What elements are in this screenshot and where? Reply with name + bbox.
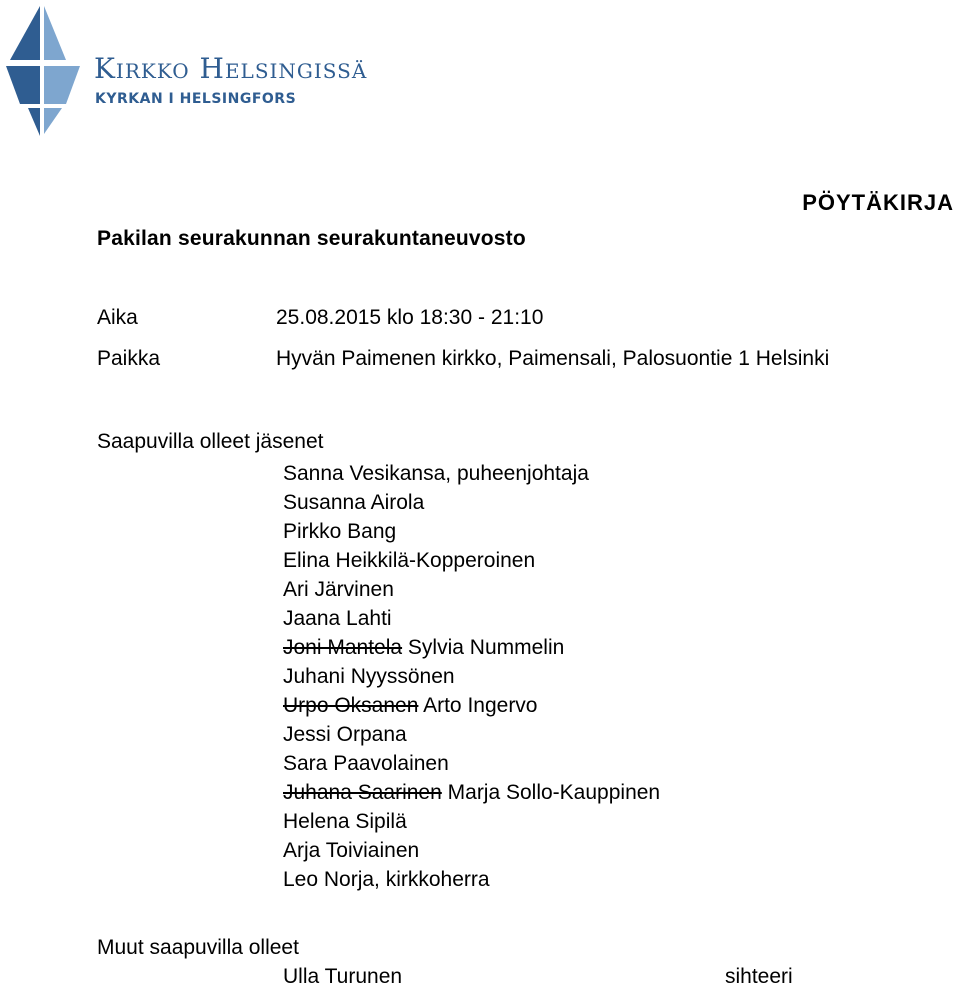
member-item-substituted — [283, 691, 660, 720]
member-item: Ari Järvinen — [283, 578, 394, 601]
time-value: 25.08.2015 klo 18:30 - 21:10 — [276, 306, 544, 329]
other-attendee-role: sihteeri — [725, 965, 793, 988]
member-item: Helena Sipilä — [283, 810, 407, 833]
members-heading: Saapuvilla olleet jäsenet — [97, 430, 324, 453]
church-cross-logo-icon — [6, 4, 82, 136]
member-item: Elina Heikkilä-Kopperoinen — [283, 549, 536, 572]
member-item-substituted — [283, 778, 660, 807]
logo-subtitle: KYRKAN I HELSINGFORS — [95, 91, 297, 107]
member-item: Pirkko Bang — [283, 520, 397, 543]
substitute-name: Sylvia Nummelin — [407, 636, 565, 659]
member-item: Leo Norja, kirkkoherra — [283, 868, 490, 891]
member-item: Sara Paavolainen — [283, 752, 449, 775]
member-item: Susanna Airola — [283, 491, 425, 514]
substitute-name: Marja Sollo-Kauppinen — [447, 781, 661, 804]
struck-name: Urpo Oksanen — [283, 694, 419, 717]
members-list — [283, 459, 660, 894]
member-item: Jessi Orpana — [283, 723, 407, 746]
member-item: Jaana Lahti — [283, 607, 392, 630]
document-title: Pakilan seurakunnan seurakuntaneuvosto — [97, 227, 526, 250]
member-item-substituted — [283, 633, 660, 662]
place-label: Paikka — [97, 347, 161, 370]
other-attendee-name: Ulla Turunen — [283, 965, 403, 988]
logo-title: Kirkko Helsingissä — [94, 52, 368, 85]
struck-name: Joni Mantela — [283, 636, 403, 659]
struck-name: Juhana Saarinen — [283, 781, 442, 804]
place-value: Hyvän Paimenen kirkko, Paimensali, Palosuontie 1 Helsinki — [276, 347, 830, 370]
others-heading: Muut saapuvilla olleet — [97, 936, 299, 959]
member-item: Arja Toiviainen — [283, 839, 420, 862]
member-item: Sanna Vesikansa, puheenjohtaja — [283, 462, 589, 485]
document-type: PÖYTÄKIRJA — [802, 190, 954, 215]
substitute-name: Arto Ingervo — [423, 694, 538, 717]
time-label: Aika — [97, 306, 138, 329]
member-item: Juhani Nyyssönen — [283, 665, 455, 688]
